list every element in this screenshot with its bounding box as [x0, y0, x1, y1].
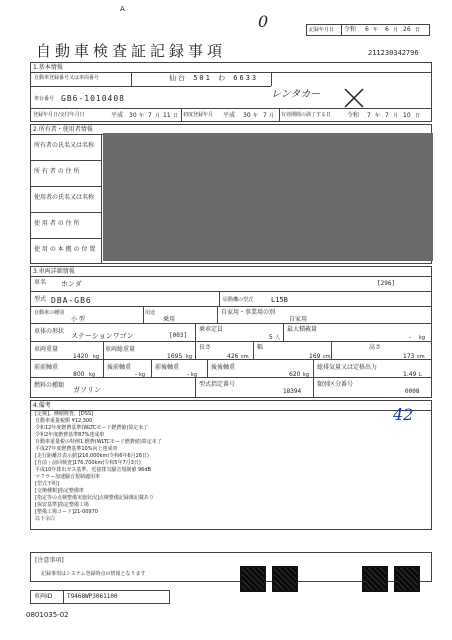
- owner-name-label: 所有者の氏名又は名称: [34, 142, 95, 149]
- height-label: 高さ: [369, 344, 382, 351]
- kg-unit-cw: kg: [93, 354, 100, 360]
- month-unit: 月: [393, 27, 399, 33]
- cm-unit-len: cm: [241, 354, 249, 360]
- remark-line: [指定等の点検整備実施状況]点検整備記録簿記載あり: [35, 495, 154, 501]
- maker-label: 車名: [34, 279, 47, 286]
- redacted-owner-info: [103, 133, 433, 261]
- rf-axle-label: 前後軸重: [155, 364, 180, 371]
- fuel-label: 燃料の種類: [34, 382, 65, 389]
- unit-month-3: 月: [393, 113, 399, 119]
- unit-day-3: 日: [415, 113, 421, 119]
- remark-line: 平成27年度燃費基準10%向上達成車: [35, 446, 118, 452]
- record-month: 6: [385, 26, 389, 33]
- reg-era: 平成: [111, 112, 124, 119]
- record-year: 6: [365, 26, 369, 33]
- reg-month: 7: [148, 112, 152, 119]
- vehicle-id-label: 車両ID: [34, 593, 53, 600]
- width-label: 幅: [257, 344, 264, 351]
- rr-axle-label: 後後軸重: [211, 364, 236, 371]
- kg-unit-rr: kg: [303, 372, 310, 378]
- section3-header: 3.車両詳細情報: [33, 268, 75, 275]
- body-code: [003]: [169, 332, 188, 339]
- kind-value: 小 型: [71, 316, 85, 323]
- maker-code: [296]: [377, 280, 396, 287]
- max-load-value: -: [409, 334, 412, 341]
- remark-line: [整備工場コード]21-00970: [35, 509, 98, 515]
- document-number: 211230342796: [368, 49, 419, 57]
- fr-axle-value: -: [135, 371, 138, 378]
- remark-line: 令和2年度燃費基準87%達成車: [35, 432, 105, 438]
- owner-address-label: 所 有 者 の 住 所: [34, 168, 80, 175]
- use-value: 乗用: [163, 316, 176, 323]
- first-month: 7: [263, 112, 267, 119]
- first-era: 平成: [223, 112, 236, 119]
- first-reg-label: 初度登録年月: [183, 112, 214, 118]
- remark-line: [型式不明]: [35, 481, 59, 487]
- reg-year: 30: [129, 112, 137, 119]
- spec-number-value: 18394: [283, 388, 302, 395]
- displacement-value: 1.49: [403, 371, 417, 378]
- form-code: 0801035-02: [26, 611, 69, 619]
- record-day: 26: [403, 26, 411, 33]
- kg-unit-rf: kg: [191, 372, 198, 378]
- gross-weight-value: 1695: [167, 353, 183, 360]
- plate-label: 自動車登録番号又は車両番号: [34, 75, 100, 81]
- mark-a: A: [120, 5, 125, 13]
- user-address-label: 使 用 者 の 住 所: [34, 220, 80, 227]
- chassis-label: 車台番号: [34, 96, 55, 102]
- private-label: 自家用・事業用の別: [221, 309, 276, 316]
- section1-header: 1.基本情報: [33, 64, 63, 71]
- spec-number-label: 型式指定番号: [199, 381, 236, 388]
- unit-year-3: 年: [375, 113, 381, 119]
- cm-unit-wid: cm: [323, 354, 331, 360]
- user-name-label: 使用者の氏名又は名称: [34, 194, 95, 201]
- vehicle-id-value: T9468WP3061100: [67, 593, 118, 600]
- expiry-day: 10: [403, 112, 411, 119]
- plate-value: 仙台 501 わ 6633: [169, 74, 259, 82]
- displacement-label: 総排気量又は定格出力: [317, 364, 378, 371]
- notes-header: [注意事項]: [35, 557, 64, 564]
- vehicle-id-box: [30, 590, 170, 604]
- kind-label: 自動車の種別: [34, 310, 65, 316]
- remark-line: 平成10年排出ガス基準、近接排気騒音規制値 96dB: [35, 467, 151, 473]
- remark-line: [交換種類]指定整備車: [35, 488, 84, 494]
- remarks-section: [30, 400, 432, 530]
- handwritten-number: 42: [393, 405, 414, 424]
- unit-month-2: 月: [269, 113, 275, 119]
- expiry-year: 7: [367, 112, 371, 119]
- remark-line: 以下余白: [35, 516, 56, 522]
- basic-info-section: [30, 62, 432, 122]
- remark-line: 自動車重量税額 ¥12,300: [35, 418, 93, 424]
- height-value: 173: [403, 353, 415, 360]
- fr-axle-label: 後前軸重: [107, 364, 132, 371]
- rf-axle-value: -: [187, 371, 190, 378]
- unit-day: 日: [173, 113, 179, 119]
- qr-code-3: [362, 566, 388, 592]
- remark-line: [走行距離計表示値]216,000km(令和6年6月26日): [35, 453, 149, 459]
- document-title: 自動車検査証記録事項: [36, 42, 227, 60]
- expiry-month: 7: [385, 112, 389, 119]
- reg-day: 11: [163, 112, 171, 119]
- base-location-label: 使 用 の 本 拠 の 位 置: [34, 246, 96, 253]
- record-date-box: [306, 24, 430, 36]
- maker-value: ホンダ: [61, 280, 82, 288]
- owner-user-section: [30, 124, 432, 264]
- cm-unit-hgt: cm: [417, 354, 425, 360]
- notes-line: 記録事項はシステム登録時点の情報となります: [41, 571, 146, 577]
- length-label: 長さ: [199, 344, 212, 351]
- remark-line: [保安基準]指定整備工場: [35, 502, 89, 508]
- model-value: DBA-GB6: [51, 296, 92, 305]
- remarks-list: [35, 412, 162, 524]
- circled-mark: 0: [258, 12, 269, 31]
- capacity-value: 5: [269, 334, 273, 341]
- category-value: 0008: [405, 388, 420, 395]
- max-load-label: 最大積載量: [287, 326, 318, 333]
- remark-line: 自動車重量税の特例1.燃費(WLTCモード燃費値)算定未了: [35, 439, 162, 445]
- expiry-era: 令和: [347, 112, 360, 119]
- unit-year-2: 年: [253, 113, 259, 119]
- remark-line: マフラー加速騒音規制適用車: [35, 474, 101, 480]
- unit-year: 年: [139, 113, 145, 119]
- record-era: 令和: [344, 26, 357, 33]
- qr-code-1: [240, 566, 266, 592]
- kg-unit-ff: kg: [89, 372, 96, 378]
- kg-unit-fr: kg: [139, 372, 146, 378]
- qr-code-4: [394, 566, 420, 592]
- remark-line: [定検]、種積検査、[DSS]: [35, 411, 94, 417]
- capacity-unit: 人: [275, 335, 281, 341]
- body-value: ステーションワゴン: [71, 332, 134, 340]
- unit-month: 月: [155, 113, 161, 119]
- displacement-unit: L: [419, 372, 422, 378]
- remark-line: [自前・前回検査]176,700km(令和5年7月3日): [35, 460, 141, 466]
- kg-unit-gw: kg: [186, 354, 193, 360]
- remark-line: 令和12年度燃費基準(WLTCモード燃費値)算定未了: [35, 425, 149, 431]
- kg-unit-load: kg: [419, 335, 426, 341]
- gross-weight-label: 車両総重量: [105, 346, 136, 353]
- body-label: 車体の形状: [34, 328, 65, 335]
- reg-date-label: 登録年月日/交付年月日: [33, 112, 85, 118]
- day-unit: 日: [415, 27, 421, 33]
- use-label: 用途: [145, 310, 156, 316]
- section2-header: 2.所有者・使用者情報: [33, 126, 93, 133]
- capacity-label: 乗車定員: [199, 326, 224, 333]
- engine-value: L15B: [271, 296, 288, 304]
- ff-axle-value: 800: [73, 371, 85, 378]
- record-date-label: 記録年月日: [309, 27, 335, 33]
- section4-header: 4.備考: [33, 402, 51, 409]
- private-value: 自家用: [289, 316, 308, 323]
- chassis-value: GB6-1010408: [61, 94, 125, 103]
- width-value: 169: [309, 353, 321, 360]
- rr-axle-value: 620: [289, 371, 301, 378]
- year-unit: 年: [373, 27, 379, 33]
- handwritten-x-mark: [343, 87, 365, 109]
- length-value: 426: [227, 353, 239, 360]
- curb-weight-label: 車両重量: [34, 346, 59, 353]
- model-label: 型式: [34, 296, 47, 303]
- category-label: 類別区分番号: [317, 381, 354, 388]
- expiry-label: 有効期間の満了する日: [281, 112, 332, 118]
- ff-axle-label: 前前軸重: [34, 364, 59, 371]
- handwritten-note: レンタカー: [271, 89, 321, 100]
- engine-label: 原動機の型式: [223, 297, 254, 303]
- vehicle-detail-section: [30, 266, 432, 398]
- fuel-value: ガソリン: [73, 386, 101, 394]
- qr-code-2: [272, 566, 298, 592]
- first-year: 30: [243, 112, 251, 119]
- curb-weight-value: 1420: [73, 353, 89, 360]
